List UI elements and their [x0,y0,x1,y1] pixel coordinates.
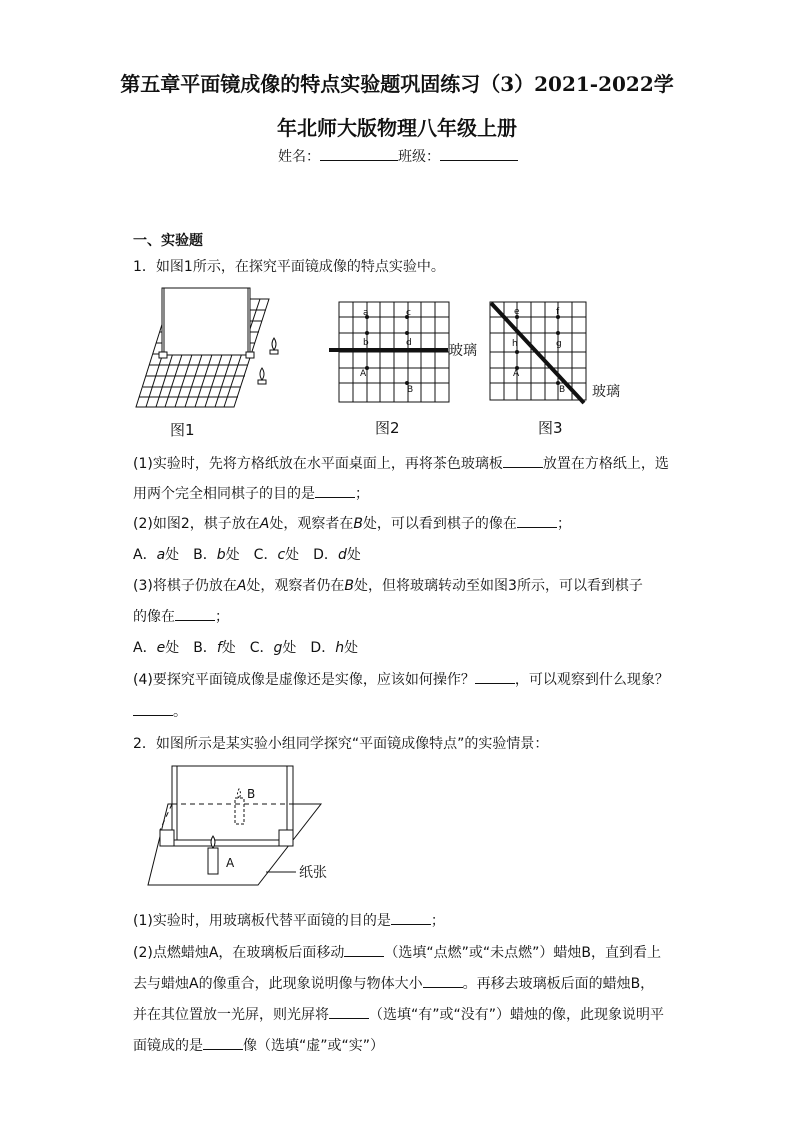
q1-p3-opt-end: 处 [344,640,359,656]
q1-p2-blank[interactable] [517,515,557,528]
q1-part1-line2 [133,483,369,503]
q1-p2-opt-b-label: 处 B． [165,547,217,563]
q1-part2 [133,513,571,533]
q1-p2-B: B [353,516,363,532]
section-header: 一、实验题 [133,233,203,249]
figure-2-diagram [325,300,485,404]
q1-p2-end: ； [556,516,571,532]
q1-p3-opt-d[interactable]: h [335,640,345,656]
q2-figure-diagram [146,760,346,892]
fig3-glass-label: 玻璃 [592,384,620,400]
q1-p4-blank-2[interactable] [133,703,173,716]
q1-part3-line1 [133,575,643,595]
figure-3-caption: 图3 [538,419,563,437]
q1-p3-opt-a-label: A． [133,640,157,656]
q1-p1-text-c: 用两个完全相同棋子的目的是 [133,486,315,502]
q1-p3-text-c: 处，但将玻璃转动至如图3所示，可以看到棋子 [354,578,643,594]
q1-part2-options [133,544,361,564]
q2-p2-blank-4[interactable] [203,1037,243,1050]
q2-p2-blank-1[interactable] [344,944,384,957]
q2-p2-text-c: 去与蜡烛A的像重合，此现象说明像与物体大小 [133,976,423,992]
q2-stem: 2．如图所示是某实验小组同学探究“平面镜成像特点”的实验情景： [133,736,549,752]
figure-1-caption: 图1 [170,421,195,439]
q1-p3-text-a: (3)将棋子仍放在 [133,578,237,594]
q1-p2-opt-d[interactable]: d [337,547,347,563]
q1-p3-text-d: 的像在 [133,609,175,625]
q1-p2-opt-c[interactable]: c [277,547,286,563]
q2-p2-text-e: 并在其位置放一光屏，则光屏将 [133,1007,329,1023]
name-label: 姓名： [278,149,320,165]
q1-p3-opt-b[interactable]: f [216,640,222,656]
q2-p1-text: (1)实验时，用玻璃板代替平面镜的目的是 [133,913,391,929]
q1-p2-text-c: 处，可以看到棋子的像在 [362,516,517,532]
figure-2-caption: 图2 [375,419,400,437]
fig3-point-e: e [514,307,520,317]
name-blank[interactable] [320,148,398,161]
fig2-point-a: a [363,308,369,318]
q1-p3-text-b: 处，观察者仍在 [246,578,345,594]
q1-p1-blank-1[interactable] [503,455,543,468]
student-info [278,146,518,166]
q2-part2-line4 [133,1035,384,1055]
fig2-point-d: d [406,338,412,348]
q1-p1-blank-2[interactable] [315,485,355,498]
q1-p2-A: A [259,516,270,532]
figure-1-diagram [134,284,284,410]
fig3-point-h: h [512,339,518,349]
q1-p3-end: ； [215,609,229,625]
fig2-point-b: b [363,338,369,348]
q1-stem: 1．如图1所示，在探究平面镜成像的特点实验中。 [133,259,445,275]
q1-part3-options [133,637,358,657]
q1-p3-B: B [344,578,355,594]
q1-part3-line2 [133,606,229,626]
fig3-point-B: B [559,385,566,395]
q2-p2-blank-2[interactable] [423,975,463,988]
page-title-line1: 第五章平面镜成像的特点实验题巩固练习（3）2021-2022学 [120,72,674,96]
fig2-point-B: B [407,385,414,395]
q1-p3-opt-d-label: 处 D． [282,640,336,656]
fig3-point-g: g [556,339,562,349]
q1-p1-text-a: (1)实验时，先将方格纸放在水平面桌面上，再将茶色玻璃板 [133,456,503,472]
fig3-point-f: f [556,307,560,317]
q2-p2-text-f: （选填“有”或“没有”）蜡烛的像，此现象说明平 [369,1007,665,1023]
q1-p2-text-b: 处，观察者在 [269,516,354,532]
q2-p2-blank-3[interactable] [329,1006,369,1019]
q1-part4-line2 [133,701,187,721]
q1-p3-A: A [236,578,247,594]
q1-p3-blank[interactable] [175,608,215,621]
page-title-line2: 年北师大版物理八年级上册 [277,116,517,140]
figure-3-diagram [488,300,628,406]
q1-part4-line1 [133,669,669,689]
q2-p2-text-b: （选填“点燃”或“未点燃”）蜡烛B，直到看上 [384,945,662,961]
q1-p2-opt-a-label: A． [133,547,157,563]
q1-p2-opt-a[interactable]: a [156,547,166,563]
q1-p1-text-b: 放置在方格纸上，选 [542,456,669,472]
q1-p3-opt-c[interactable]: g [273,640,283,656]
q2-p2-text-g: 面镜成的是 [133,1038,203,1054]
q2-candle-A-label: A [226,856,235,870]
q2-p1-blank[interactable] [391,912,431,925]
fig2-point-c: c [406,308,411,318]
q2-paper-label: 纸张 [299,865,327,881]
q2-p2-text-h: 像（选填“虚”或“实”） [243,1038,385,1054]
q1-part1-line1 [133,453,669,473]
q1-p2-opt-d-label: 处 D． [285,547,338,563]
q1-p1-end: ； [355,486,369,502]
class-label: 班级： [398,149,440,165]
q1-p2-opt-b[interactable]: b [216,547,226,563]
q2-p2-text-d: 。再移去玻璃板后面的蜡烛B， [462,976,655,992]
q2-part2-line1 [133,942,661,962]
class-blank[interactable] [440,148,518,161]
q2-part2-line2 [133,973,654,993]
q1-p3-opt-c-label: 处 C． [221,640,274,656]
q1-p4-end: 。 [173,704,187,720]
q1-p2-opt-end: 处 [346,547,361,563]
q1-p4-text-a: (4)要探究平面镜成像是虚像还是实像，应该如何操作？ [133,672,475,688]
fig2-point-A: A [360,369,367,379]
q1-p3-opt-a[interactable]: e [156,640,166,656]
q2-p2-text-a: (2)点燃蜡烛A，在玻璃板后面移动 [133,945,345,961]
q2-part1 [133,910,445,930]
fig3-point-A: A [513,369,520,379]
q1-p3-opt-b-label: 处 B． [165,640,217,656]
fig2-glass-label: 玻璃 [449,343,477,359]
q2-p1-end: ； [430,913,445,929]
q1-p4-blank-1[interactable] [475,671,515,684]
q2-part2-line3 [133,1004,664,1024]
q1-p2-text-a: (2)如图2，棋子放在 [133,516,260,532]
q1-p4-text-b: ，可以观察到什么现象？ [514,672,669,688]
q1-p2-opt-c-label: 处 C． [225,547,278,563]
q2-candle-B-label: B [247,787,256,801]
